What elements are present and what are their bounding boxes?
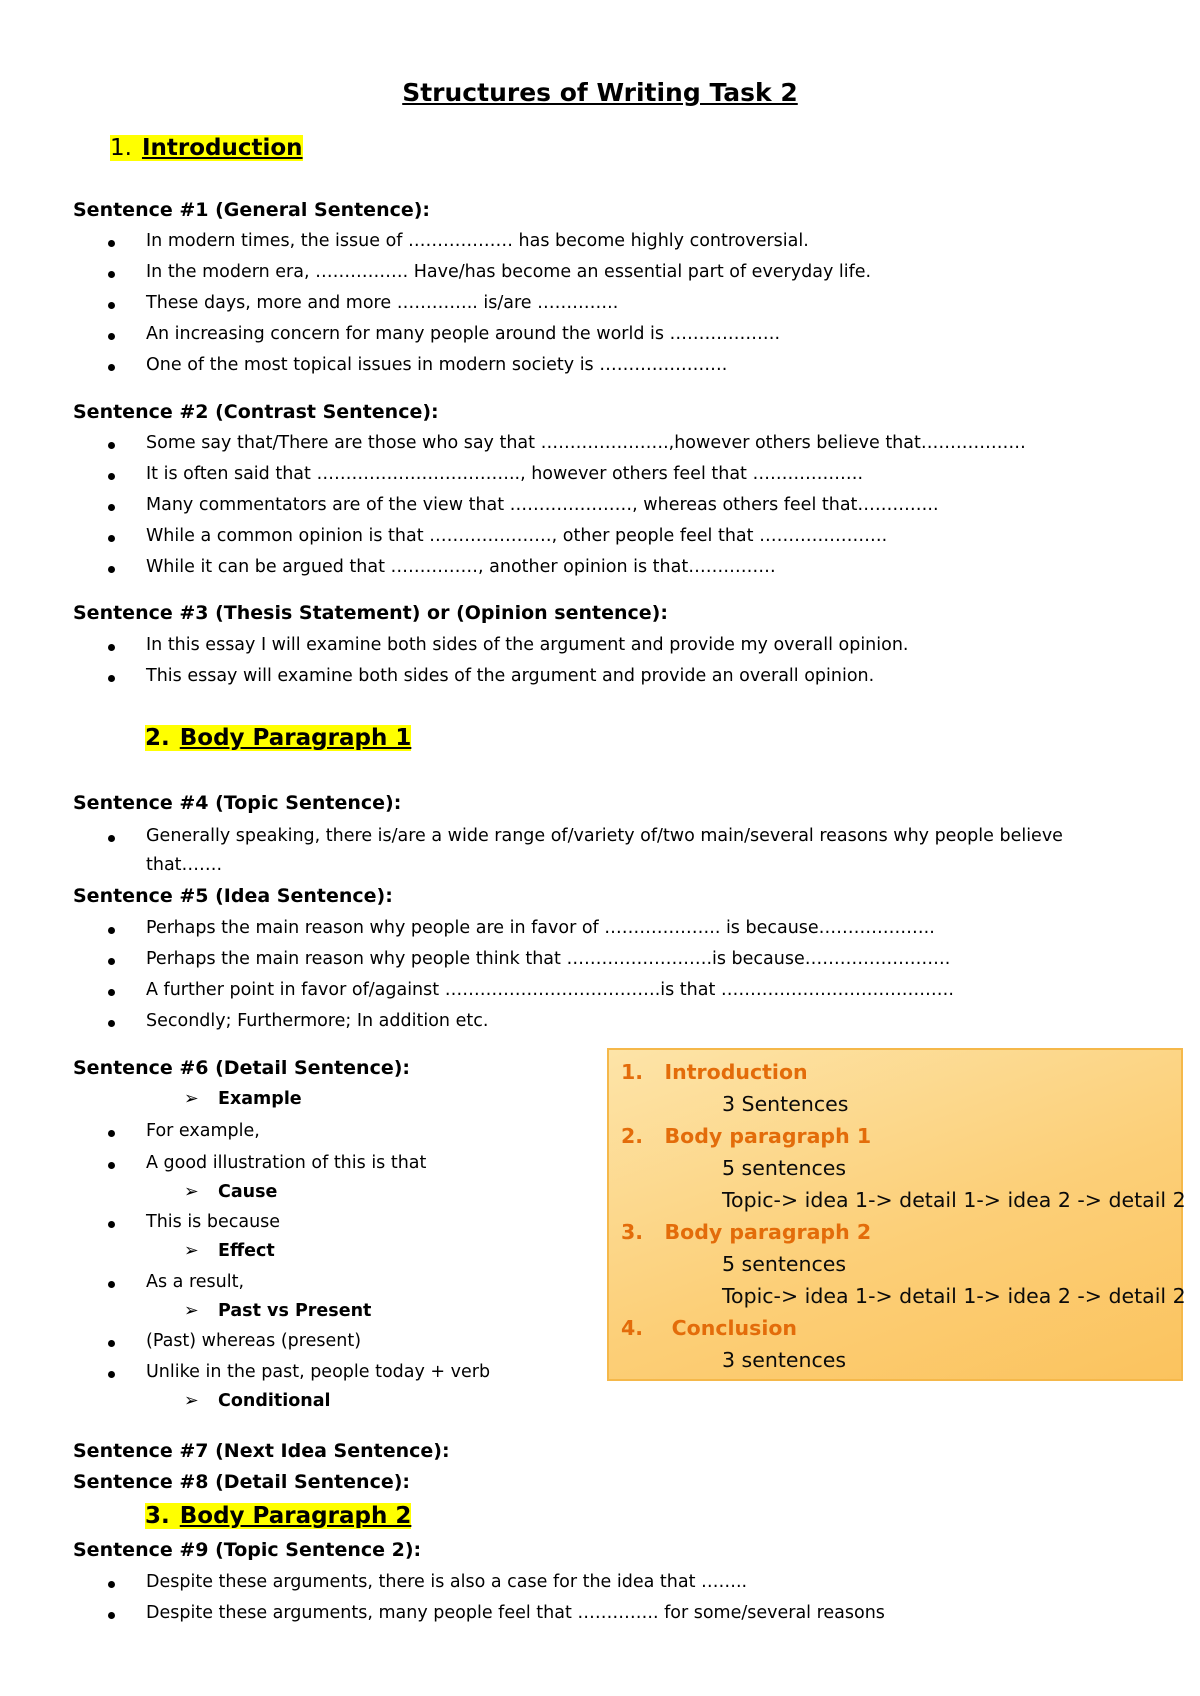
bullet-icon <box>108 1221 115 1228</box>
summary-item-conclusion: 4. Conclusion <box>621 1316 798 1340</box>
bullet-icon <box>108 1612 115 1619</box>
summary-item-sub: 3 sentences <box>722 1348 847 1372</box>
bullet-icon <box>108 271 115 278</box>
arrow-icon: ➢ <box>184 1241 199 1261</box>
section-number: 3. <box>145 1503 170 1529</box>
summary-item-sub: 5 sentences <box>722 1252 847 1276</box>
sentence-4-heading: Sentence #4 (Topic Sentence): <box>73 792 402 814</box>
sentence-6-heading: Sentence #6 (Detail Sentence): <box>73 1057 411 1079</box>
section-label: Body Paragraph 2 <box>179 1503 412 1529</box>
summary-item-sub: 3 Sentences <box>722 1092 849 1116</box>
section-highlight <box>110 135 303 161</box>
bullet-icon <box>108 442 115 449</box>
summary-item-body-2: 3. Body paragraph 2 <box>621 1220 872 1244</box>
bullet-icon <box>108 1340 115 1347</box>
bullet-icon <box>108 504 115 511</box>
bullet-icon <box>108 989 115 996</box>
bullet-icon <box>108 1281 115 1288</box>
sentence-1-heading: Sentence #1 (General Sentence): <box>73 199 431 221</box>
sentence-8-heading: Sentence #8 (Detail Sentence): <box>73 1471 411 1493</box>
sub-heading-effect: ➢ Effect <box>184 1241 275 1261</box>
bullet-icon <box>108 1581 115 1588</box>
page-title: Structures of Writing Task 2 <box>402 78 798 107</box>
bullet-icon <box>108 333 115 340</box>
sentence-2-heading: Sentence #2 (Contrast Sentence): <box>73 401 439 423</box>
arrow-icon: ➢ <box>184 1089 199 1109</box>
bullet-icon <box>108 535 115 542</box>
bullet-icon <box>108 473 115 480</box>
arrow-icon: ➢ <box>184 1182 199 1202</box>
summary-item-body-1: 2. Body paragraph 1 <box>621 1124 872 1148</box>
bullet-icon <box>108 302 115 309</box>
bullet-icon <box>108 240 115 247</box>
sentence-9-heading: Sentence #9 (Topic Sentence 2): <box>73 1539 422 1561</box>
sub-heading-conditional: ➢ Conditional <box>184 1391 331 1411</box>
sentence-3-heading: Sentence #3 (Thesis Statement) or (Opinion sentence): <box>73 602 668 624</box>
bullet-icon <box>108 675 115 682</box>
section-label: Body Paragraph 1 <box>179 725 412 751</box>
arrow-icon: ➢ <box>184 1391 199 1411</box>
summary-item-sub: 5 sentences <box>722 1156 847 1180</box>
document-page: Structures of Writing Task 2 1. Introduction Sentence #1 (General Sentence): In modern times, the issue of ……………… has become highly controversial. In the modern era, ……………. Have/has become an essential part of everyday life. These days, more and more ………….. is/are ………….. An increasing concern for many people around the world is ………………. One of the most topical issues in modern society is …………………. Sentence #2 (Contrast Sentence): Some say that/There are those who say that ………………….,however others believe that……………… It is often said that …………………………….., however others feel that ………………. Many commentators are of the view that …………………, whereas others feel that………….. While a common opinion is that …………………, other people feel that …………………. While it can be argued that ……………, another opinion is that…………… Sentence #3 (Thesis Statement) or (Opinion sentence): In this essay I will examine both sides of the argument and provide my overall opinion. This essay will examine both sides of the argument and provide an overall opinion. 2. Body Paragraph 1 Sentence #4 (Topic Sentence): Generally speaking, there is/are a wide range of/variety of/two main/several reasons why people believe that……. Sentence #5 (Idea Sentence): Perhaps the main reason why people are in favor of ……………….. is because……………….. Perhaps the main reason why people think that …………………….is because……………………. A further point in favor of/against ……………………………….is that …………………………………. Secondly; Furthermore; In addition etc. Sentence #6 (Detail Sentence): ➢ Example For example, A good illustration of this is that ➢ Cause This is because ➢ Effect As a result, ➢ Past vs Present (Past) whereas (present) Unlike in the past, people today + verb ➢ Conditional Sentence #7 (Next Idea Sentence): Sentence #8 (Detail Sentence): 3. Body Paragraph 2 Sentence #9 (Topic Sentence 2): Despite these arguments, there is also a case for the idea that …….. Despite these arguments, many people feel that ………….. for some/several reasons 1. Introduction 3 Sentences 2. Body paragraph 1 5 sentences Topic-> idea 1-> detail 1-> idea 2 -> detail 2 3. Body paragraph 2 5 sentences Topic-> idea 1-> detail 1-> idea 2 -> detail 2 4. Conclusion 3 sentences <box>0 0 1200 1696</box>
bullet-icon <box>108 364 115 371</box>
bullet-icon <box>108 1020 115 1027</box>
summary-item-introduction: 1. Introduction <box>621 1060 808 1084</box>
section-highlight <box>145 1503 411 1529</box>
bullet-icon <box>108 927 115 934</box>
bullet-icon <box>108 566 115 573</box>
bullet-icon <box>108 1371 115 1378</box>
bullet-icon <box>108 835 115 842</box>
section-body-paragraph-1-heading <box>145 725 411 751</box>
summary-box <box>607 1048 1186 1381</box>
summary-item-flow: Topic-> idea 1-> detail 1-> idea 2 -> detail 2 <box>722 1188 1186 1212</box>
bullet-icon <box>108 958 115 965</box>
sentence-5-heading: Sentence #5 (Idea Sentence): <box>73 885 393 907</box>
sub-heading-past-vs-present: ➢ Past vs Present <box>184 1301 372 1321</box>
section-number: 1. <box>110 135 132 161</box>
arrow-icon: ➢ <box>184 1301 199 1321</box>
section-label: Introduction <box>141 135 303 161</box>
sub-heading-example: ➢ Example <box>184 1089 302 1109</box>
summary-item-flow: Topic-> idea 1-> detail 1-> idea 2 -> detail 2 <box>722 1284 1186 1308</box>
section-body-paragraph-2-heading <box>145 1503 411 1529</box>
section-highlight <box>145 725 411 751</box>
bullet-icon <box>108 1130 115 1137</box>
sub-heading-cause: ➢ Cause <box>184 1182 278 1202</box>
bullet-icon <box>108 644 115 651</box>
section-number: 2. <box>145 725 170 751</box>
sentence-7-heading: Sentence #7 (Next Idea Sentence): <box>73 1440 450 1462</box>
section-introduction-heading <box>110 135 303 161</box>
bullet-icon <box>108 1162 115 1169</box>
